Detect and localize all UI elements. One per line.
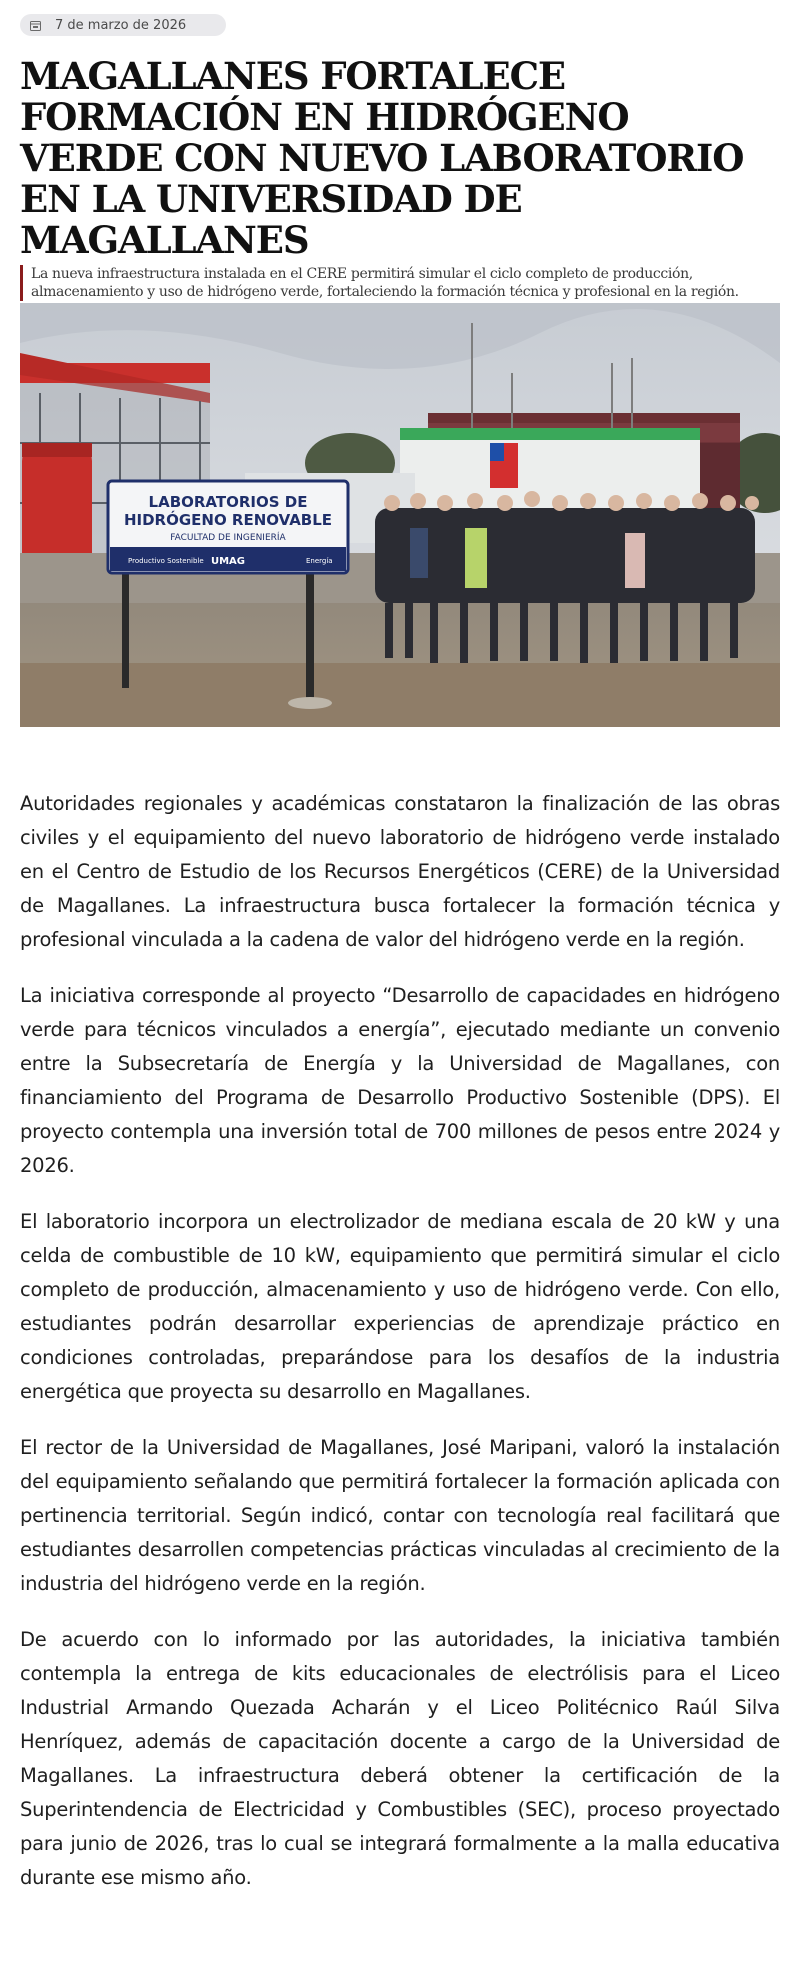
article-paragraph-4: El rector de la Universidad de Magallanes, José Maripani, valoró la instalación del equipamiento señalando que permitirá fortalecer la formación aplicada con pertinencia territorial. Según indicó, contar con tecnología real facilitará que estudiantes desarrollen competencias prácticas vinculadas al crecimiento de la industria del hidrógeno verde en la región. (20, 1436, 780, 1595)
sign-line-2: HIDRÓGENO RENOVABLE (123, 511, 333, 529)
calendar-icon (30, 20, 41, 31)
sign-logo-left: Productivo Sostenible (128, 557, 204, 565)
article-photo (20, 303, 780, 727)
article-paragraph-3: El laboratorio incorpora un electrolizador de mediana escala de 20 kW y una celda de combustible de 10 kW, equipamiento que permitirá simular el ciclo completo de producción, almacenamiento y uso de hidrógeno verde. Con ello, estudiantes podrán desarrollar experiencias de aprendizaje práctico en condiciones controladas, preparándose para los desafíos de la industria energética que proyecta su desarrollo en Magallanes. (20, 1210, 780, 1403)
article-paragraph-1: Autoridades regionales y académicas constataron la finalización de las obras civiles y el equipamiento del nuevo laboratorio de hidrógeno verde instalado en el Centro de Estudio de los Recursos Energéticos (CERE) de la Universidad de Magallanes. La infraestructura busca fortalecer la formación técnica y profesional vinculada a la cadena de valor del hidrógeno verde en la región. (20, 792, 780, 951)
sign-logo-mid: UMAG (210, 556, 246, 567)
sign-logo-right: Energía (306, 557, 333, 565)
article-lead: La nueva infraestructura instalada en el CERE permitirá simular el ciclo completo de producción, almacenamiento y uso de hidrógeno verde, fortaleciendo la formación técnica y profesional en la región. (20, 265, 780, 301)
article-paragraph-5: De acuerdo con lo informado por las autoridades, la iniciativa también contempla la entrega de kits educacionales de electrólisis para el Liceo Industrial Armando Quezada Acharán y el Liceo Politécnico Raúl Silva Henríquez, además de capacitación docente a cargo de la Universidad de Magallanes. La infraestructura deberá obtener la certificación de la Superintendencia de Electricidad y Combustibles (SEC), proceso proyectado para junio de 2026, tras lo cual se integrará formalmente a la malla educativa durante ese mismo año. (20, 1628, 780, 1889)
article-paragraph-2: La iniciativa corresponde al proyecto “Desarrollo de capacidades en hidrógeno verde para técnicos vinculados a energía”, ejecutado mediante un convenio entre la Subsecretaría de Energía y la Universidad de Magallanes, con financiamiento del Programa de Desarrollo Productivo Sostenible (DPS). El proyecto contempla una inversión total de 700 millones de pesos entre 2024 y 2026. (20, 984, 780, 1177)
date-badge (20, 14, 226, 36)
article-body (20, 787, 780, 1895)
sign-line-3: FACULTAD DE INGENIERÍA (170, 533, 286, 543)
sign-line-1: LABORATORIOS DE (148, 493, 308, 511)
article-title: MAGALLANES FORTALECE FORMACIÓN EN HIDRÓGENO VERDE CON NUEVO LABORATORIO EN LA UNIVERSIDAD DE MAGALLANES (20, 54, 744, 262)
article-date: 7 de marzo de 2026 (55, 17, 187, 33)
